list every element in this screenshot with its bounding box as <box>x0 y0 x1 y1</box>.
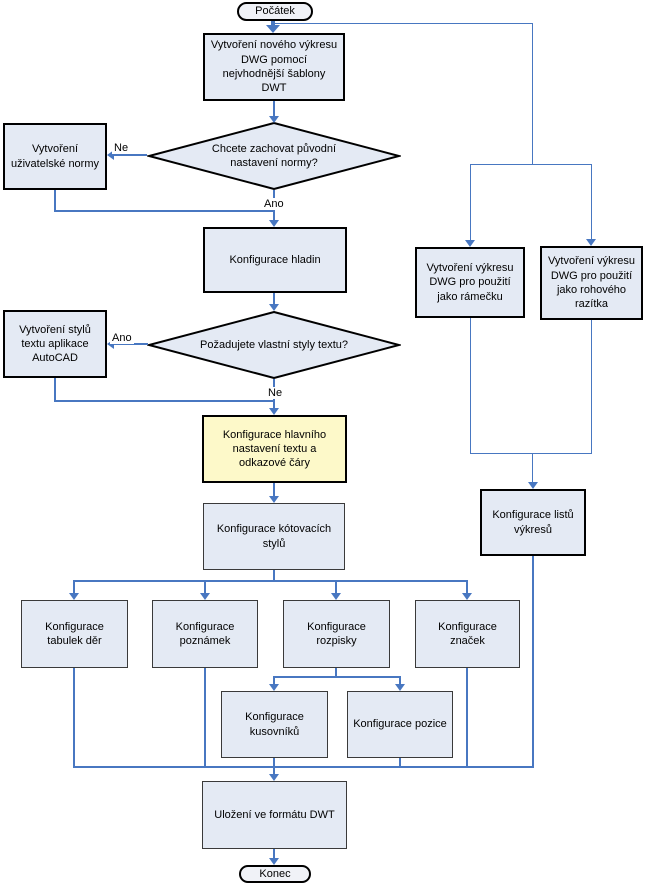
arrowhead <box>269 496 279 503</box>
connector <box>73 766 534 768</box>
process-hole-tables: Konfigurace tabulek děr <box>21 600 128 668</box>
decision-own-text-styles <box>147 311 401 379</box>
connector <box>470 453 592 454</box>
connector <box>54 210 275 212</box>
arrowhead <box>269 684 279 691</box>
connector <box>273 676 401 678</box>
process-dim-styles: Konfigurace kótovacích stylů <box>203 503 345 570</box>
connector <box>335 580 337 594</box>
connector <box>591 320 592 454</box>
process-balloons: Konfigurace pozice <box>347 691 453 758</box>
connector <box>54 400 275 402</box>
process-save-dwt: Uložení ve formátu DWT <box>202 781 347 849</box>
connector <box>204 668 206 768</box>
decision-keep-norm <box>147 122 401 190</box>
edge-label-decision2-yes: Ano <box>112 332 132 344</box>
process-main-text-highlighted: Konfigurace hlavního nastavení textu a odkazové čáry <box>202 415 347 483</box>
arrowhead <box>269 774 279 781</box>
arrowhead <box>269 304 279 311</box>
connector <box>466 580 468 594</box>
arrowhead <box>395 684 405 691</box>
connector <box>73 580 468 582</box>
connector <box>532 453 533 483</box>
arrowhead <box>465 240 475 247</box>
terminator-end: Konec <box>239 865 311 883</box>
arrowhead <box>462 593 472 600</box>
arrowhead <box>200 593 210 600</box>
process-user-norm: Vytvoření uživatelské normy <box>3 123 107 190</box>
edge-label-decision2-no: Ne <box>268 387 283 399</box>
connector <box>532 556 534 768</box>
process-notes: Konfigurace poznámek <box>152 600 258 668</box>
decision-keep-norm-label: Chcete zachovat původní nastavení normy? <box>211 142 337 169</box>
arrowhead <box>69 593 79 600</box>
connector <box>466 668 468 768</box>
process-boms: Konfigurace kusovníků <box>221 691 328 758</box>
connector <box>113 154 147 156</box>
process-create-dwg: Vytvoření nového výkresu DWG pomocí nejvhodnější šablony DWT <box>203 33 345 101</box>
process-frame-dwg: Vytvoření výkresu DWG pro použití jako rámečku <box>415 247 525 318</box>
process-symbols: Konfigurace značek <box>415 600 520 668</box>
arrowhead <box>331 593 341 600</box>
connector <box>470 318 471 454</box>
connector <box>532 23 533 164</box>
connector <box>73 580 75 594</box>
connector <box>470 164 591 165</box>
connector <box>273 101 275 117</box>
process-title-block-dwg: Vytvoření výkresu DWG pro použití jako rohového razítka <box>540 246 643 320</box>
terminator-start: Počátek <box>237 2 313 21</box>
connector <box>204 580 206 594</box>
arrowhead <box>269 408 279 415</box>
connector <box>273 758 275 775</box>
connector <box>73 668 75 768</box>
arrowhead <box>269 220 279 227</box>
arrowhead <box>266 25 280 33</box>
arrowhead <box>269 116 279 123</box>
connector <box>470 164 471 241</box>
process-create-text-styles: Vytvoření stylů textu aplikace AutoCAD <box>3 310 107 378</box>
connector <box>54 190 56 212</box>
edge-label-decision1-yes: Ano <box>264 198 284 210</box>
process-parts-list: Konfigurace rozpisky <box>283 600 390 668</box>
connector <box>399 758 401 768</box>
connector <box>54 378 56 402</box>
connector <box>273 483 275 497</box>
arrowhead <box>528 482 538 489</box>
connector <box>274 23 532 24</box>
process-layers: Konfigurace hladin <box>203 227 347 293</box>
process-sheets: Konfigurace listů výkresů <box>480 489 586 556</box>
edge-label-decision1-no: Ne <box>114 142 129 154</box>
arrowhead <box>586 239 596 246</box>
decision-own-text-styles-label: Požadujete vlastní styly textu? <box>200 338 348 351</box>
connector <box>591 164 592 240</box>
arrowhead <box>269 858 279 865</box>
